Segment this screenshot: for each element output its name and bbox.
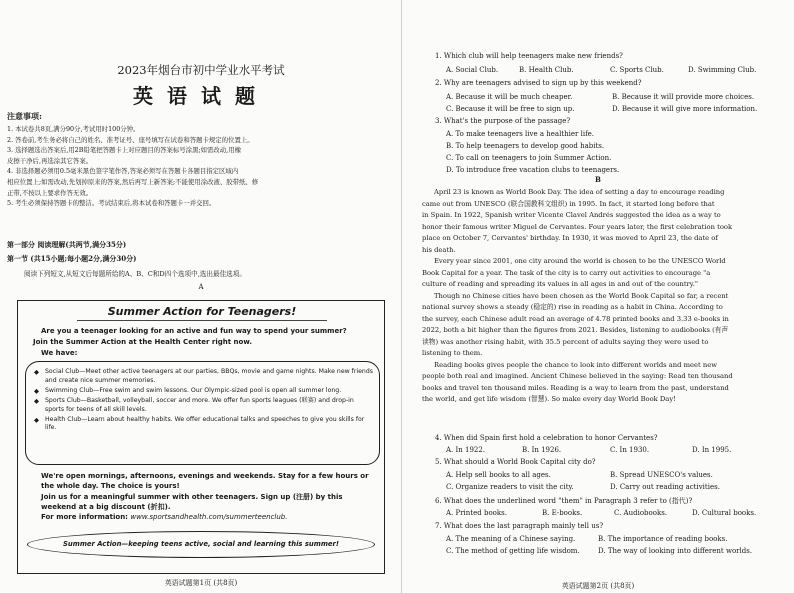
passage-line: in Spain. In 1922, Spanish writer Vicente Clavel Andrés suggested the idea as a way to xyxy=(422,211,721,219)
passage-line: Though no Chinese cities have been chosen as the World Book Capital so far, a recent xyxy=(434,291,729,300)
option-c[interactable]: C. In 1930. xyxy=(610,446,650,454)
question-stem: 6. What does the underlined word "them" in Paragraph 3 refer to (指代)? xyxy=(435,497,693,505)
club-text: Swimming Club—Free swim and swim lessons. Our Olympic-sized pool is open all summer long. xyxy=(45,386,342,394)
question-stem: 4. When did Spain first hold a celebration to honor Cervantes? xyxy=(435,434,658,442)
passage-line: April 23 is known as World Book Day. The idea of setting a day to encourage reading xyxy=(434,188,725,196)
option-a[interactable]: A. Printed books. xyxy=(446,509,507,517)
ad-title: Summer Action for Teenagers! xyxy=(107,305,297,318)
passage-line: the survey, each Chinese adult read an average of 4.78 printed books and 3.33 e-books in xyxy=(422,314,729,323)
passage-line: place on October 7, Cervantes' birthday. In 1930, it was moved to April 23, the date of xyxy=(422,234,718,242)
part-heading: 第一部分 阅读理解(共两节,满分35分) xyxy=(7,240,127,249)
passage-line: people both real and imagined. Ancient Chinese believed in the saying: Read ten thousand xyxy=(422,372,733,380)
option-d[interactable]: D. The way of looking into different worlds. xyxy=(598,547,753,555)
option-row xyxy=(446,483,720,491)
passage-line: the world, and get life wisdom (智慧). So make every day World Book Day! xyxy=(422,395,676,403)
option-d[interactable]: D. Cultural books. xyxy=(692,509,757,517)
option-c[interactable]: C. Because it will be free to sign up. xyxy=(446,105,575,113)
option-b[interactable]: B. To help teenagers to develop good habits. xyxy=(446,142,605,150)
option-a[interactable]: A. To make teenagers live a healthier life. xyxy=(446,130,595,138)
option-b[interactable]: B. The importance of reading books. xyxy=(598,535,728,543)
passage-label-b: B xyxy=(595,175,601,184)
subject-title: 英语试题 xyxy=(133,84,269,108)
option-d[interactable]: D. In 1995. xyxy=(692,446,732,454)
exam-page-2 xyxy=(402,0,794,593)
question-stem: 1. Which club will help teenagers make new friends? xyxy=(435,52,623,60)
option-d[interactable]: D. Because it will give more information. xyxy=(612,105,758,113)
notice-line: 正带,不按以上要求作答无效。 xyxy=(7,188,93,197)
option-b[interactable]: B. In 1926. xyxy=(522,446,562,454)
page-footer: 英语试题第2页 (共8页) xyxy=(561,582,635,590)
question-stem: 2. Why are teenagers advised to sign up by this weekend? xyxy=(435,79,642,87)
option-c[interactable]: C. Organize readers to visit the city. xyxy=(446,483,574,491)
question-stem: 7. What does the last paragraph mainly tell us? xyxy=(435,522,604,530)
option-row xyxy=(446,535,727,543)
passage-line: Every year since 2001, one city around the world is chosen to be the UNESCO World xyxy=(434,257,726,265)
option-c[interactable]: C. The method of getting life wisdom. xyxy=(446,547,580,555)
option-b[interactable]: B. Spread UNESCO's values. xyxy=(610,471,713,479)
club-text: Sports Club—Basketball, volleyball, soccer and more. We offer fun sports leagues (联赛) and drop-in sports for teens of all skill levels. xyxy=(45,396,354,413)
passage-line: 2022, both a bit higher than the figures from 2021. Besides, listening to audiobooks (有声 xyxy=(422,326,729,334)
option-b[interactable]: B. E-books. xyxy=(542,509,583,517)
notice-list xyxy=(7,124,395,209)
question-stem: 5. What should a World Book Capital city do? xyxy=(435,458,596,466)
notice-line: 5. 考生必须保持答题卡的整洁。考试结束后,将本试卷和答题卡一并交回。 xyxy=(7,199,216,208)
ad-intro xyxy=(33,326,378,359)
option-c[interactable]: C. To call on teenagers to join Summer Action. xyxy=(446,154,612,162)
notice-line: 皮擦干净后,再选涂其它答案。 xyxy=(7,156,93,165)
notice-line: 相应位置上;如需改动,先划掉原来的答案,然后再写上新答案;不能使用涂改液、胶带纸、修 xyxy=(7,177,259,186)
option-row xyxy=(446,509,756,517)
passage-label-a: A xyxy=(198,283,204,291)
ad-intro-line: Are you a teenager looking for an active and fun way to spend your summer? xyxy=(41,327,347,335)
club-item-social xyxy=(34,368,373,386)
passage-line: honor their famous writer Miguel de Cervantes. Four years later, the first celebration took xyxy=(422,222,733,231)
option-c[interactable]: C. Sports Club. xyxy=(610,66,664,74)
passage-line: national survey shows a steady (稳定的) rise in reading as a habit in China. According to xyxy=(422,303,723,311)
option-row xyxy=(446,547,752,555)
option-row xyxy=(446,446,731,454)
option-d[interactable]: D. Swimming Club. xyxy=(688,66,757,74)
ad-details xyxy=(33,471,378,522)
ad-intro-line: We have: xyxy=(41,349,78,357)
page-footer: 英语试题第1页 (共8页) xyxy=(164,579,238,587)
notice-heading: 注意事项: xyxy=(7,111,42,121)
notice-line: 4. 非选择题必须用0.5毫米黑色签字笔作答,答案必须写在答题卡各题目指定区域内 xyxy=(7,167,239,176)
club-item-sports xyxy=(34,397,373,415)
passage-b-text xyxy=(422,187,790,406)
section-instruction: 阅读下列短文,从短文后每题所给的A、B、C和D四个选项中,选出最佳选项。 xyxy=(24,270,246,278)
option-row xyxy=(446,66,756,74)
club-item-swimming xyxy=(34,387,373,396)
notice-line: 1. 本试卷共8页,满分90分,考试用时100分钟。 xyxy=(7,125,140,133)
club-item-health xyxy=(34,416,373,434)
ad-slogan: Summer Action—keeping teens active, social and learning this summer! xyxy=(27,531,375,558)
summer-action-ad xyxy=(17,300,385,574)
option-row xyxy=(446,105,757,113)
option-row xyxy=(446,93,754,101)
option-d[interactable]: D. To introduce free vacation clubs to teenagers. xyxy=(446,166,620,174)
passage-line: listening to them. xyxy=(422,349,483,357)
passage-line: culture of reading and spreading its values in all ages in and out of the country." xyxy=(422,280,698,288)
diamond-bullet-icon: ◆ xyxy=(34,386,39,395)
passage-line: came out from UNESCO (联合国教科文组织) in 1995. In fact, it started long before that xyxy=(422,199,715,208)
option-a[interactable]: A. Help sell books to all ages. xyxy=(446,471,551,479)
club-list xyxy=(25,361,380,465)
option-row xyxy=(446,471,713,479)
option-a[interactable]: A. Because it will be much cheaper. xyxy=(446,93,573,101)
diamond-bullet-icon: ◆ xyxy=(34,368,39,376)
option-d[interactable]: D. Carry out reading activities. xyxy=(610,483,720,491)
option-b[interactable]: B. Because it will provide more choices. xyxy=(612,93,755,101)
more-info-line xyxy=(33,512,378,522)
diamond-bullet-icon: ◆ xyxy=(34,415,39,424)
option-a[interactable]: A. In 1922. xyxy=(446,446,486,454)
option-a[interactable]: A. Social Club. xyxy=(446,66,499,74)
option-a[interactable]: A. The meaning of a Chinese saying. xyxy=(446,535,576,543)
club-text: Health Club—Learn about healthy habits. We offer educational talks and speeches to give you skills for life. xyxy=(45,415,365,432)
ad-detail-line: We're open mornings, afternoons, evenings and weekends. Stay for a few hours or the whole day. The choice is yours! xyxy=(41,472,369,491)
notice-line: 3. 选择题选出答案后,用2B铅笔把答题卡上对应题目的答案标号涂黑;如需改动,用橡 xyxy=(7,146,241,155)
passage-line: his death. xyxy=(422,245,456,254)
passage-line: Reading books gives people the chance to look into different worlds and meet new xyxy=(434,360,717,369)
ad-detail-line: Join us for a meaningful summer with other teenagers. Sign up (注册) by this weekend at a big discount (折扣). xyxy=(41,492,343,511)
option-c[interactable]: C. Audiobooks. xyxy=(614,509,668,517)
website-link[interactable]: www.sportsandhealth.com/summerteenclub. xyxy=(130,513,288,522)
passage-line: Book Capital for a year. The task of the city is to carry out activities to encourage "a xyxy=(422,268,711,277)
exam-title: 2023年烟台市初中学业水平考试 xyxy=(117,63,285,77)
section-heading: 第一节 (共15小题;每小题2分,满分30分) xyxy=(7,254,137,263)
passage-line: books and travel ten thousand miles. Reading is a way to learn from the past, understand xyxy=(422,383,729,392)
more-info-label: For more information: xyxy=(41,513,131,522)
option-b[interactable]: B. Health Club. xyxy=(519,66,574,74)
question-stem: 3. What's the purpose of the passage? xyxy=(435,117,571,125)
notice-line: 2. 答卷前,考生务必将自己的姓名、准考证号、座号填写在试卷和答题卡规定的位置上。 xyxy=(7,135,254,144)
club-text: Social Club—Meet other active teenagers at our parties, BBQs, movie and game nights. Make new friends and create nice summer memories. xyxy=(45,368,373,384)
ad-title-underline xyxy=(77,320,327,321)
passage-line: 读物) was another rising habit, with 35.5 percent of adults saying they were used to xyxy=(422,337,709,346)
ad-intro-line: Join the Summer Action at the Health Center right now. xyxy=(33,338,253,346)
diamond-bullet-icon: ◆ xyxy=(34,396,39,405)
